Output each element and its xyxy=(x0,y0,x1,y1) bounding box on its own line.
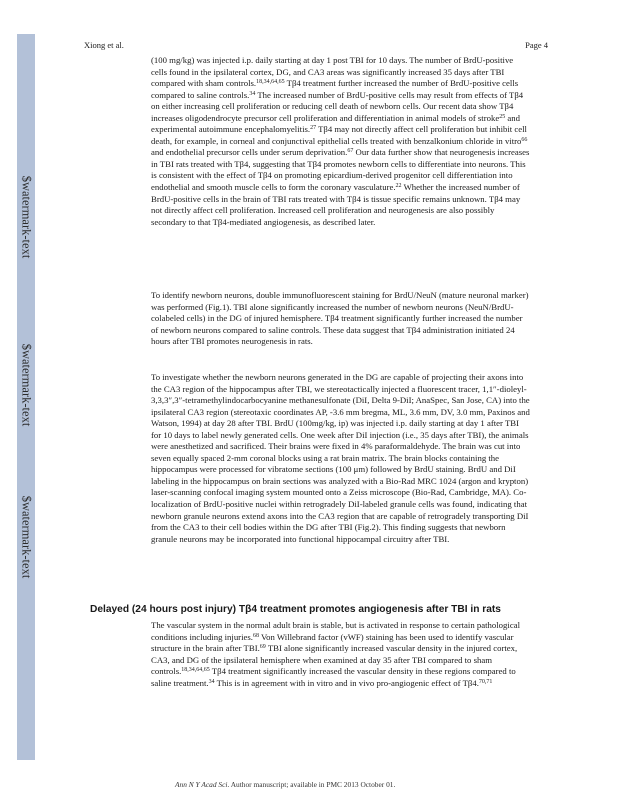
paragraph-2 xyxy=(151,290,531,348)
citation-superscript: 34 xyxy=(249,90,256,97)
text-run: The increased number of BrdU-positive cells may result from effects of Tβ4 on either increasing cell proliferation or reducing cell death of newborn cells. Our recent data show Tβ4 increases oligodendrocyte precursor cell proliferation and differentiation in animal models of stroke xyxy=(151,89,524,123)
text-run: Tβ4 treatment significantly increased the vascular density in these regions compared to saline treatment. xyxy=(151,666,516,688)
citation-superscript: 18,34,64,65 xyxy=(256,79,285,86)
citation-superscript: 25 xyxy=(499,113,506,120)
citation-superscript: 18,34,64,65 xyxy=(181,667,210,674)
text-run: To investigate whether the newborn neurons generated in the DG are capable of projecting their axons into the CA3 region of the hippocampus after TBI, we stereotactically injected a fluorescent tracer, 1,1″-dioleyl-3,3,3″,3″-tetramethylindocarbocyanine methanesulfonate (DiI, Delta 9-DiI; AnaSpec, San Jose, CA) into the ipsilateral CA3 region (stereotaxic coordinates AP, -3.6 mm bregma, ML, 3.6 mm, DV, 3.0 mm, Paxinos and Watson, 1994) at day 28 after TBI. BrdU (100mg/kg, ip) was injected i.p. daily starting at day 1 after TBI for 10 days to label newly generated cells. One week after DiI injection (i.e., 35 days after TBI), the animals were anesthetized and sacrificed. Their brains were fixed in 4% paraformaldehyde. The brain was cut into seven equally spaced 2-mm coronal blocks using a rat brain matrix. The brain blocks containing the hippocampus were processed for vibratome sections (100 μm) followed by BrdU staining. BrdU and DiI labeling in the hippocampus on brain sections was analyzed with a Bio-Rad MRC 1024 (argon and krypton) laser-scanning confocal imaging system mounted onto a Zeiss microscope (Bio-Rad, Cambridge, MA). Co-localization of BrdU-positive nuclei within retrogradely DiI-labeled granule cells was found, indicating that newborn granule neurons extend axons into the CA3 region that are capable of retrogradely transporting DiI from the CA3 to their cell bodies within the DG after TBI (Fig.2). This finding suggests that newborn granule neurons may be incorporated into functional hippocampal circuitry after TBI. xyxy=(151,372,530,544)
text-run: and experimental autoimmune encephalomyelitis. xyxy=(151,112,521,135)
citation-superscript: 22 xyxy=(395,183,402,190)
footer-citation xyxy=(175,780,395,789)
footer-note: . Author manuscript; available in PMC 2013 October 01. xyxy=(227,780,396,789)
text-run: Our data further show that neurogenesis increases in TBI rats treated with Tβ4, suggesting that Tβ4 promotes newborn cells to differentiate into neurons. This is consistent with the effect of Tβ4 on promoting epicardium-derived progenitor cell differentiation into endothelial and smooth muscle cells to form the coronary vasculature. xyxy=(151,147,530,193)
running-header-author: Xiong et al. xyxy=(84,40,124,50)
text-run: (100 mg/kg) was injected i.p. daily starting at day 1 post TBI for 10 days. The number of BrdU-positive cells found in the ipsilateral cortex, DG, and CA3 areas was significantly increased 35 days after TBI compared with sham controls. xyxy=(151,55,514,89)
citation-superscript: 69 xyxy=(259,644,266,651)
text-run: Whether the increased number of BrdU-positive cells in the brain of TBI rats treated with Tβ4 is tissue specific remains unknown. Tβ4 may not directly affect cell proliferation. Increased cell proliferation and neurogenesis are also possibly secondary to that Tβ4-mediated angiogenesis, as described later. xyxy=(151,182,521,227)
text-run: TBI alone significantly increased vascular density in the injured cortex, CA3, and DG of the ipsilateral hemisphere when examined at day 35 after TBI compared to sham controls. xyxy=(151,643,518,677)
citation-superscript: 66 xyxy=(521,136,528,143)
text-run: Tβ4 may not directly affect cell proliferation but inhibit cell death, for example, in corneal and conjunctival epithelial cells treated with benzalkonium chloride in vitro xyxy=(151,124,527,146)
text-run: This is in agreement with in vitro and in vivo pro-angiogenic effect of Tβ4. xyxy=(214,677,479,688)
page-number: Page 4 xyxy=(525,40,548,50)
citation-superscript: 70,71 xyxy=(478,678,493,685)
text-run: and endothelial precursor cells under serum deprivation. xyxy=(151,147,348,158)
citation-superscript: 68 xyxy=(252,632,259,639)
footer-journal: Ann N Y Acad Sci xyxy=(175,780,228,789)
text-run: To identify newborn neurons, double immunofluorescent staining for BrdU/NeuN (mature neuronal marker) was performed (Fig.1). TBI alone significantly increased the number of newborn neurons (NeuN/BrdU-colabeled cells) in the DG of injured hemisphere. Tβ4 treatment significantly further increased the number of newborn neurons compared to saline controls. These data suggest that Tβ4 administration initiated 24 hours after TBI promotes neurogenesis in rats. xyxy=(151,290,529,347)
section-heading: Delayed (24 hours post injury) Tβ4 treatment promotes angiogenesis after TBI in rats xyxy=(90,604,501,615)
text-run: The vascular system in the normal adult brain is stable, but is activated in response to certain pathological conditions including injuries. xyxy=(151,620,520,642)
paragraph-4 xyxy=(151,620,531,689)
paragraph-1 xyxy=(151,55,531,228)
text-run: Tβ4 treatment further increased the number of BrdU-positive cells compared to saline controls. xyxy=(151,78,519,100)
citation-superscript: 34 xyxy=(208,678,215,685)
paragraph-3 xyxy=(151,372,531,545)
citation-superscript: 67 xyxy=(347,148,354,155)
text-run: Von Willebrand factor (vWF) staining has been used to identify vascular structure in the brain after TBI. xyxy=(151,631,514,654)
citation-superscript: 27 xyxy=(310,125,317,132)
